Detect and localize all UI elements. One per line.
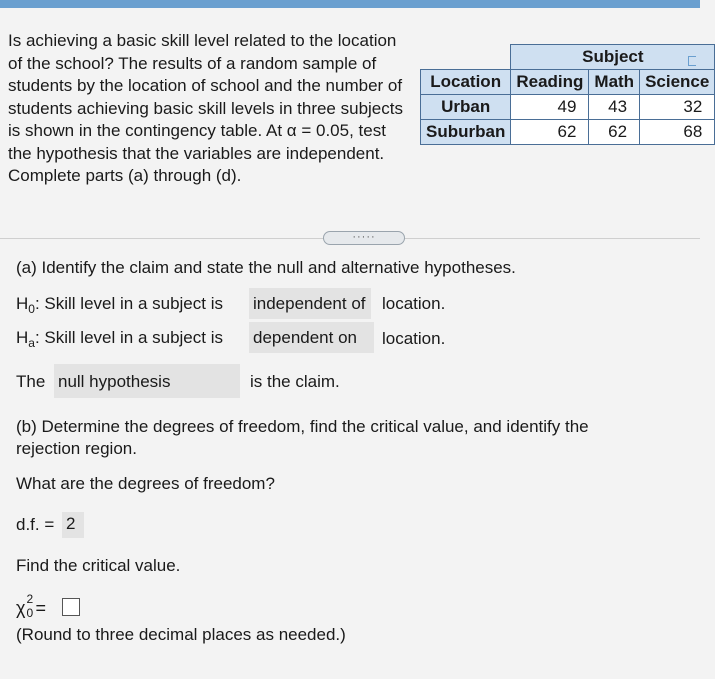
alternative-hypothesis-line <box>16 328 223 350</box>
table-row <box>421 95 715 120</box>
table-corner <box>421 45 511 70</box>
part-b-prompt: (b) Determine the degrees of freedom, find the critical value, and identify the rejection region. <box>16 417 589 458</box>
ha-subscript: a <box>28 336 35 350</box>
row-header-suburban: Suburban <box>421 120 511 145</box>
chi-square-label <box>16 592 46 620</box>
table-cell: 62 <box>589 120 640 145</box>
round-note: (Round to three decimal places as needed.) <box>16 625 346 644</box>
column-header-reading: Reading <box>511 70 589 95</box>
top-accent-bar <box>0 0 700 8</box>
copy-table-icon[interactable] <box>688 56 696 66</box>
h0-symbol: H <box>16 294 29 313</box>
critical-value-prompt: Find the critical value. <box>16 556 181 575</box>
claim-prefix: The <box>16 372 46 391</box>
h0-end-text: location. <box>382 294 446 313</box>
ha-end-text: location. <box>382 329 446 348</box>
chi-equals: = <box>35 598 46 618</box>
table-row <box>421 120 715 145</box>
h0-answer-dropdown[interactable] <box>249 288 371 319</box>
column-header-math: Math <box>589 70 640 95</box>
ha-answer-dropdown[interactable] <box>249 322 374 353</box>
h0-answer-value: independent of <box>253 294 366 313</box>
df-answer-value: 2 <box>66 514 76 533</box>
ha-text: : Skill level in a subject is <box>34 328 223 347</box>
problem-statement: Is achieving a basic skill level related to the location of the school? The results of a random sample of students by the location of school and the number of students achieving basic skill levels in three subjects is shown in the contingency table. At α = 0.05, test the hypothesis that the variables are independent. Complete parts (a) through (d). <box>8 31 403 185</box>
claim-answer-value: null hypothesis <box>58 372 171 391</box>
expand-button[interactable]: ····· <box>323 231 405 245</box>
table-cell: 43 <box>589 95 640 120</box>
chi-subscript: 0 <box>26 606 34 620</box>
subject-header: Subject <box>511 45 715 70</box>
df-label: d.f. = <box>16 515 55 534</box>
column-header-science: Science <box>640 70 715 95</box>
null-hypothesis-line <box>16 294 223 316</box>
table-cell: 32 <box>640 95 715 120</box>
claim-suffix: is the claim. <box>250 372 340 391</box>
location-header: Location <box>421 70 511 95</box>
table-cell: 62 <box>511 120 589 145</box>
ha-answer-value: dependent on <box>253 328 357 347</box>
h0-subscript: 0 <box>28 302 35 316</box>
claim-answer-dropdown[interactable] <box>54 364 240 398</box>
table-cell: 68 <box>640 120 715 145</box>
critical-value-input[interactable] <box>62 598 80 616</box>
chi-superscript: 2 <box>26 592 34 606</box>
chi-symbol: χ <box>16 598 26 618</box>
df-answer-field[interactable] <box>62 512 84 538</box>
part-a-prompt: (a) Identify the claim and state the null and alternative hypotheses. <box>16 258 516 277</box>
df-question: What are the degrees of freedom? <box>16 474 275 493</box>
row-header-urban: Urban <box>421 95 511 120</box>
contingency-table <box>420 44 715 145</box>
ha-symbol: H <box>16 328 29 347</box>
h0-text: : Skill level in a subject is <box>34 294 223 313</box>
table-cell: 49 <box>511 95 589 120</box>
